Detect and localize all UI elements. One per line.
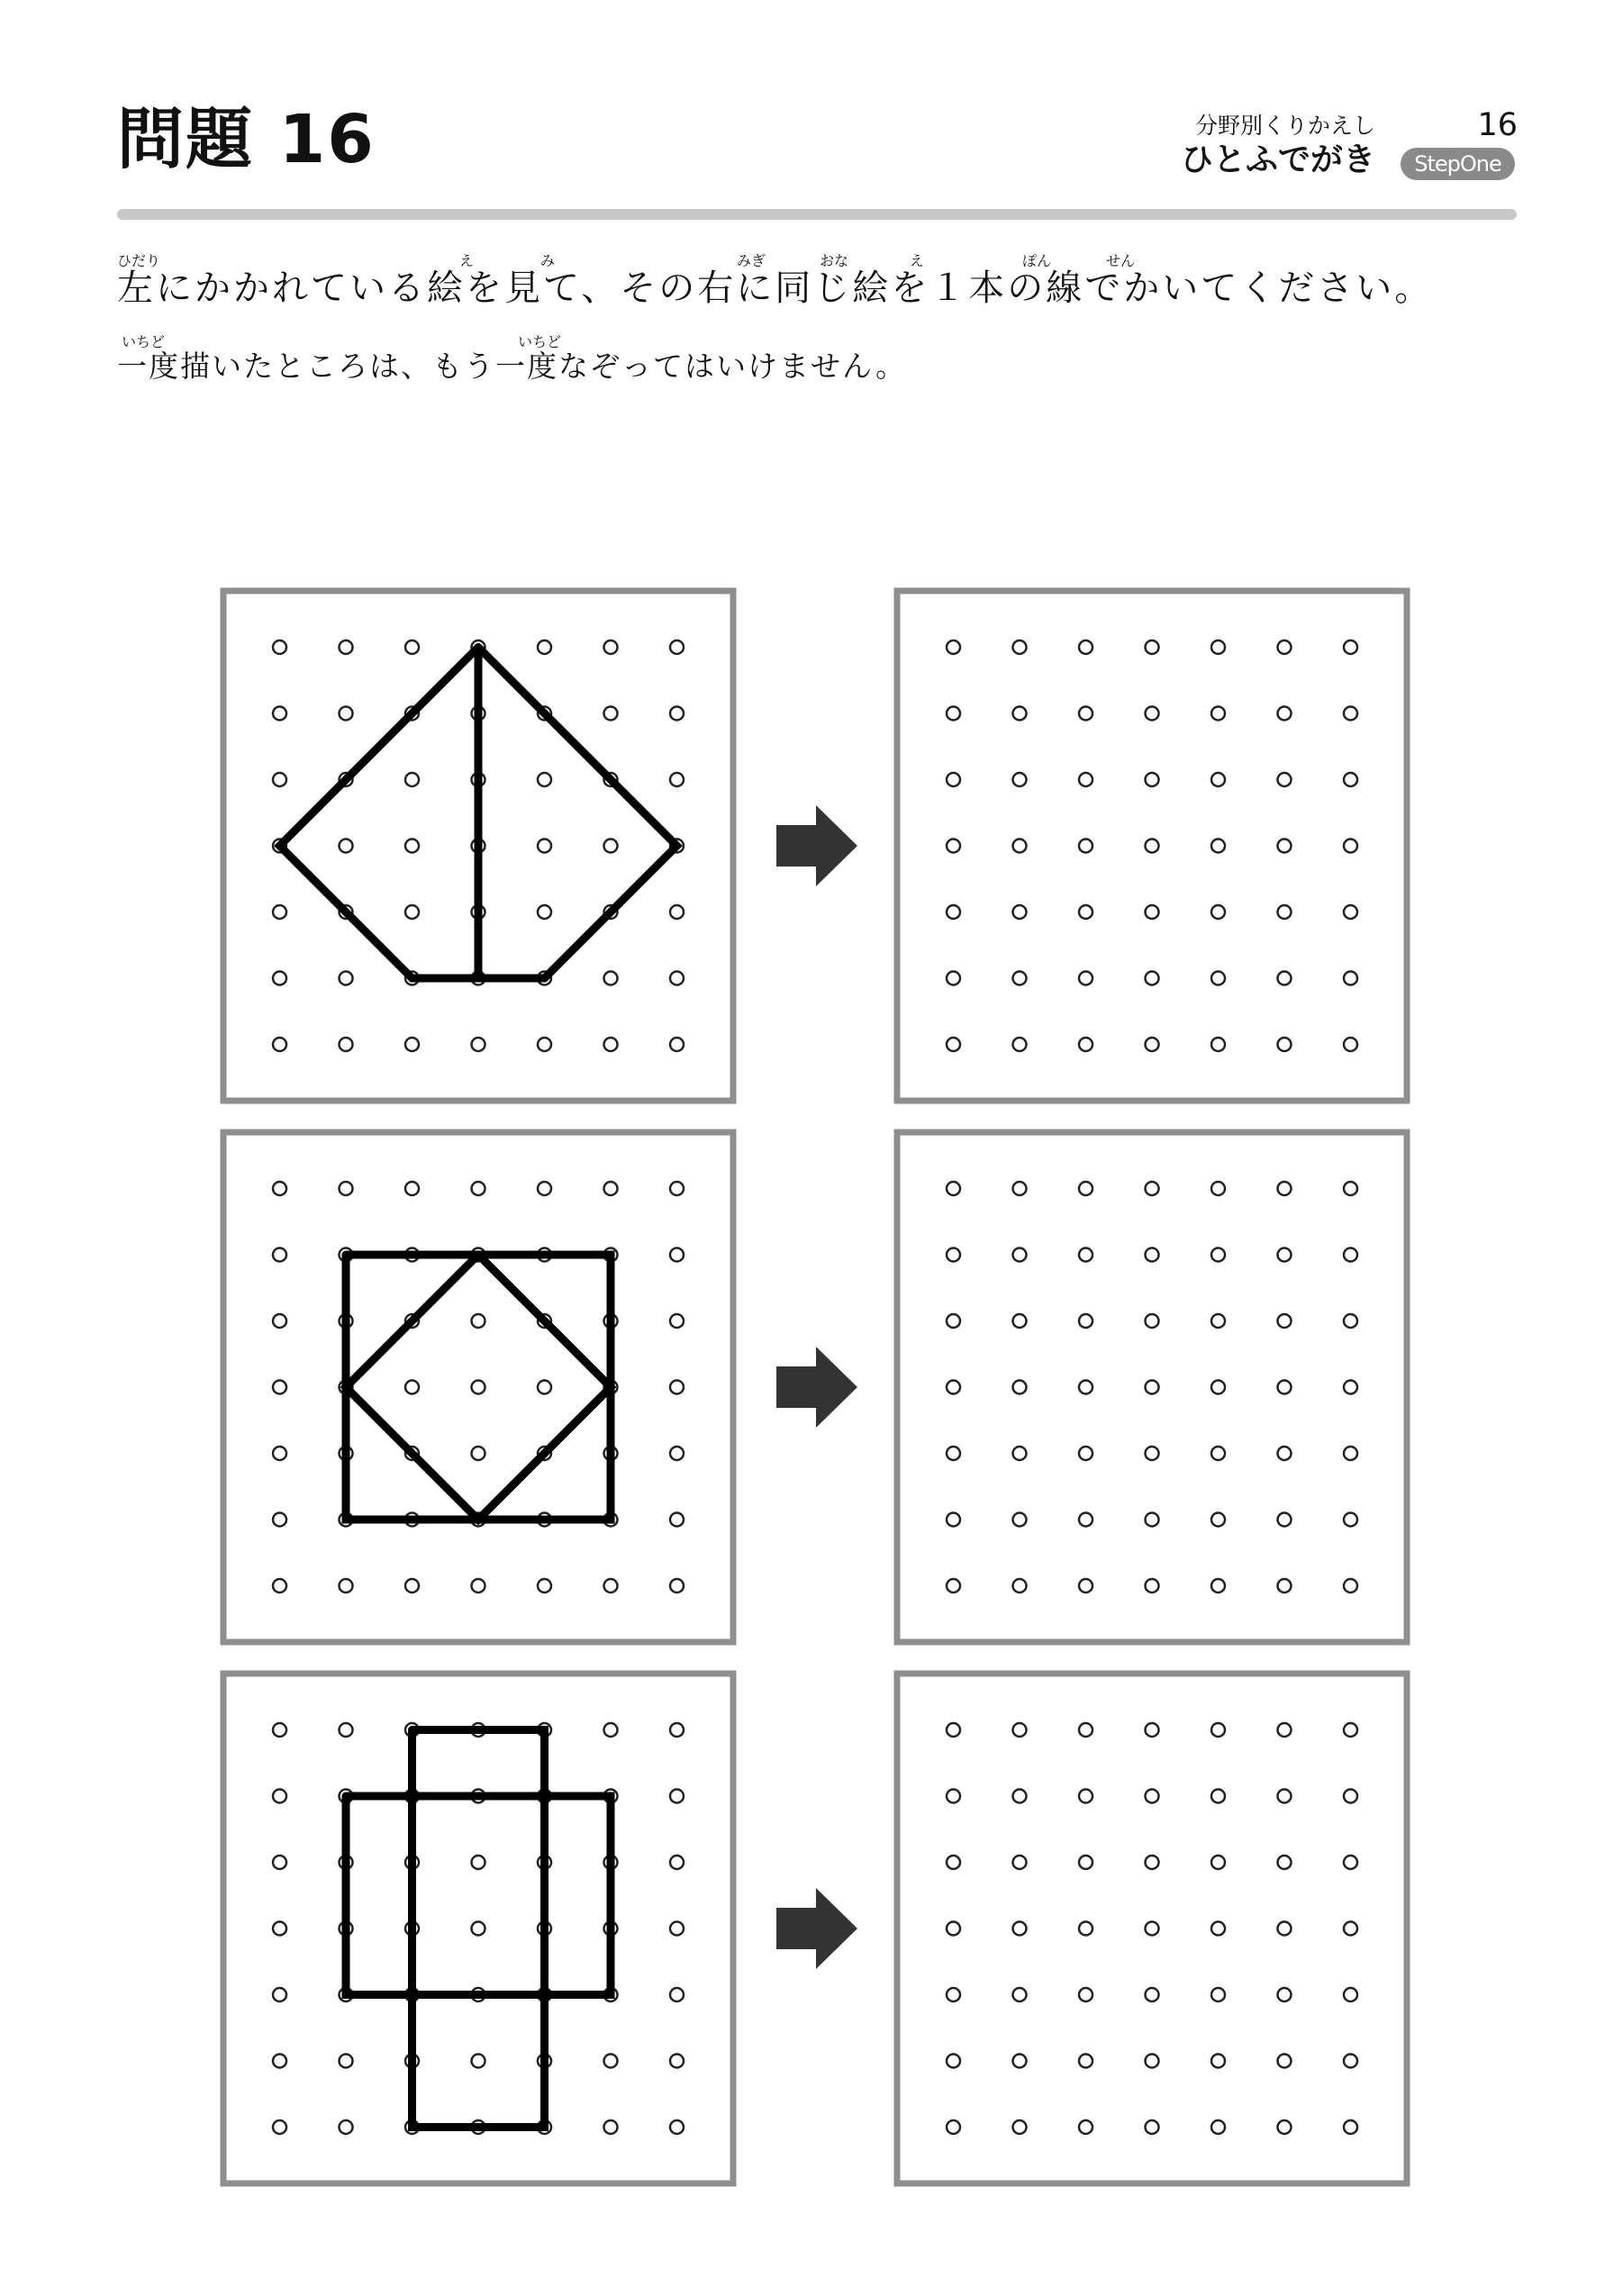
instruction-line-2: 一度描いたところは、もう一度なぞってはいけません。 [117,349,907,384]
furigana-6: ぽん [1022,252,1052,269]
furigana-9: いちど [518,333,562,350]
page-title: 問題 16 [117,101,376,178]
series-name: ひとふでがき [1180,141,1375,178]
furigana-7: せん [1106,252,1136,269]
grid-frame [223,1132,733,1642]
example-grid-2 [223,1132,733,1642]
furigana-2: み [540,252,556,269]
grid-frame [897,591,1407,1101]
furigana-0: ひだり [117,252,161,269]
page-number: 16 [1477,107,1518,143]
furigana-5: え [910,252,925,269]
arrow-right-icon [776,805,857,886]
grid-frame [897,1132,1407,1642]
furigana-8: いちど [122,333,166,350]
series-label: 分野別くりかえし [1194,113,1375,139]
arrow-right-icon [776,1888,857,1969]
answer-grid-2[interactable] [897,1132,1407,1642]
grid-frame [223,1674,733,2183]
furigana-4: おな [820,252,849,269]
furigana-3: みぎ [737,252,766,269]
answer-grid-3[interactable] [897,1674,1407,2183]
arrow-right-icon [776,1347,857,1428]
example-grid-3 [223,1674,733,2183]
answer-grid-1[interactable] [897,591,1407,1101]
furigana-1: え [459,252,475,269]
example-grid-1 [223,591,733,1101]
instruction-line-1: 左にかかれている絵を見て、その右に同じ絵を１本の線でかいてください。 [117,268,1434,309]
grid-frame [897,1674,1407,2183]
brand-badge: StepOne [1401,148,1515,180]
